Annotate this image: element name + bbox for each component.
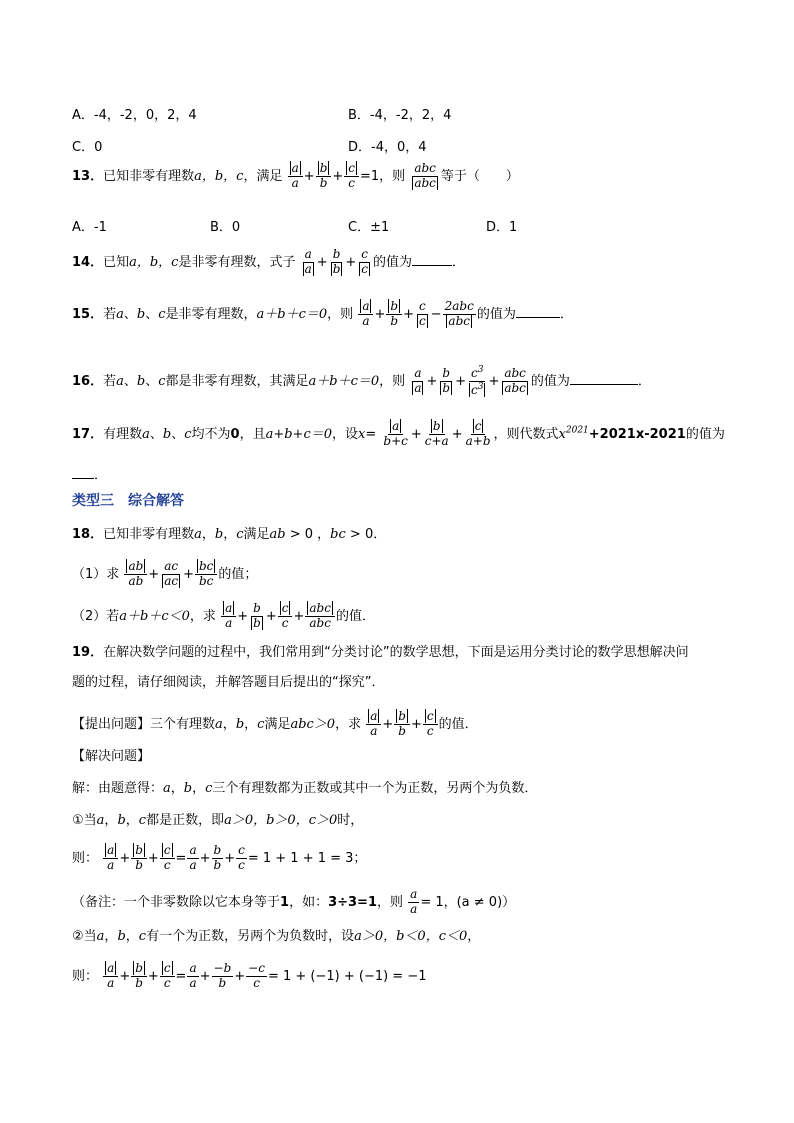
question-19-case-2-calc: 则： $\frac{a}{a}$ + $\frac{b}{b}$ + $\frac{c}{c}$ = $\frac{a}{a}$ + $\frac{-b}{b}$ + $\frac{-c}{c}$ = 1 + (−1) + (−1) = −1 [72,961,427,990]
fraction: $\frac{c}{c}$ [160,844,175,873]
q13-option-b: B．0 [210,220,241,235]
question-19-case-1-calc: 则： $\frac{a}{a}$ + $\frac{b}{b}$ + $\frac{c}{c}$ = $\frac{a}{a}$ + $\frac{b}{b}$ + $\frac{c}{c}$ = 1 + 1 + 1 = 3； [72,843,367,872]
answer-blank[interactable] [412,253,452,266]
fraction: $\frac{a}{b+c}$ [383,419,408,448]
answer-blank[interactable] [516,305,560,318]
q13-option-c: C．±1 [348,220,390,235]
question-19-case-1: ①当a，b，c都是正数，即a＞0，b＞0，c＞0时， [72,813,364,828]
question-17: 17．有理数a、b、c均不为0，且a+b+c＝0，设x= $\frac{a}{b+c}$ + $\frac{b}{c+a}$ + $\frac{c}{a+b}$ ，则代数式$x^{2021}+2021x-2021$的值为 [72,419,725,448]
fraction: $\frac{a}{a}$ [304,247,312,276]
fraction: $\frac{\text{abc}}{\text{abc}}$ [414,161,436,190]
fraction: $\frac{a}{a}$ [103,962,118,991]
fraction: $\frac{a}{a}$ [414,366,422,395]
fraction: $\frac{c}{c}$ [423,710,438,739]
fraction: $\frac{c}{c}$ [344,162,359,191]
fraction: $\frac{c}{a+b}$ [465,419,491,448]
fraction: $\frac{a}{a}$ [221,602,236,631]
fraction: $\frac{b}{c+a}$ [424,419,449,448]
fraction: $\frac{bc}{bc}$ [195,560,217,589]
fraction: $\frac{b}{b}$ [332,247,341,276]
question-18: 18．已知非零有理数a，b，c满足ab > 0 ，bc > 0． [72,527,387,542]
question-19-solution: 解：由题意得：a，b，c三个有理数都为正数或其中一个为正数，另两个为负数． [72,781,538,796]
q13-option-d: D．1 [486,220,518,235]
q12-option-d: D．-4，0，4 [348,140,427,155]
question-18-part-1: （1）求 $\frac{ab}{ab}$ + $\frac{ac}{ac}$ + $\frac{bc}{bc}$ 的值； [72,559,258,588]
question-19-case-2: ②当a，b，c有一个为正数，另两个为负数时，设a＞0，b＜0，c＜0， [72,929,481,944]
answer-blank[interactable] [72,466,94,479]
fraction: $\frac{c}{c}$ [278,602,293,631]
question-17-blank-line: ． [72,466,107,482]
fraction: $\frac{c}{c}$ [361,247,369,276]
fraction: $\frac{c^3}{c^3}$ [470,365,484,397]
question-19-line-2: 题的过程，请仔细阅读，并解答题目后提出的“探究”． [72,675,385,690]
fraction: $\frac{c}{c}$ [160,962,175,991]
fraction: $\frac{a}{a}$ [189,961,197,990]
fraction: $\frac{a}{a}$ [410,887,418,916]
q12-option-a: A．-4，-2，0，2，4 [72,108,197,123]
fraction: $\frac{\text{abc}}{\text{abc}}$ [504,366,526,395]
fraction: $\frac{\text{abc}}{\text{abc}}$ [305,602,335,631]
question-15: 15．若a、b、c是非零有理数，a＋b＋c＝0，则 $\frac{a}{a}$ + $\frac{b}{b}$ + $\frac{c}{c}$ − $\frac{\text{2abc}}{\text{abc}}$ 的值为 ． [72,299,573,328]
question-19-pose: 【提出问题】三个有理数a，b，c满足abc＞0，求 $\frac{a}{a}$ + $\frac{b}{b}$ + $\frac{c}{c}$ 的值． [72,709,478,738]
fraction: $\frac{b}{b}$ [131,844,147,873]
fraction: $\frac{ab}{ab}$ [124,560,147,589]
fraction: $\frac{b}{b}$ [386,300,402,329]
question-16: 16．若a、b、c都是非零有理数，其满足a＋b＋c＝0，则 $\frac{a}{a}$ + $\frac{b}{b}$ + $\frac{c^3}{c^3}$ + $\frac{\text{abc}}{\text{abc}}$ 的值为 ． [72,365,651,397]
fraction: $\frac{a}{a}$ [103,844,118,873]
question-19-note: （备注：一个非零数除以它本身等于1，如：3÷3=1，则 $\frac{a}{a}$ = 1，(a ≠ 0)） [72,887,516,916]
fraction: $\frac{c}{c}$ [418,299,426,328]
question-18-part-2: （2）若a＋b＋c＜0，求 $\frac{a}{a}$ + $\frac{b}{b}$ + $\frac{c}{c}$ + $\frac{\text{abc}}{\text{abc}}$ 的值． [72,601,375,630]
q12-option-c: C．0 [72,140,103,155]
fraction: $\frac{a}{a}$ [189,843,197,872]
fraction: $\frac{b}{b}$ [253,601,261,630]
fraction: $\frac{b}{b}$ [316,162,332,191]
fraction: $\frac{a}{a}$ [366,710,381,739]
fraction: $\frac{b}{b}$ [442,366,451,395]
fraction: $\frac{\text{2abc}}{\text{abc}}$ [444,299,474,328]
fraction: $\frac{a}{a}$ [288,162,303,191]
question-19: 19．在解决数学问题的过程中，我们常用到“分类讨论”的数学思想，下面是运用分类讨论的数学思想解决问 [72,645,689,660]
section-title: 类型三 综合解答 [72,493,184,509]
fraction: $\frac{-c}{c}$ [248,961,265,990]
fraction: $\frac{ac}{ac}$ [164,559,179,588]
fraction: $\frac{-b}{b}$ [213,961,232,990]
fraction: $\frac{b}{b}$ [131,962,147,991]
fraction: $\frac{b}{b}$ [394,710,410,739]
question-14: 14．已知a，b，c是非零有理数，式子 $\frac{a}{a}$ + $\frac{b}{b}$ + $\frac{c}{c}$ 的值为 ． [72,247,466,276]
fraction: $\frac{a}{a}$ [358,300,373,329]
q12-option-b: B．-4，-2，2，4 [348,108,452,123]
fraction: $\frac{b}{b}$ [213,843,222,872]
question-19-solve-label: 【解决问题】 [72,749,151,764]
q13-option-a: A．-1 [72,220,107,235]
question-13: 13．已知非零有理数a，b，c，满足 $\frac{a}{a}$ + $\frac{b}{b}$ + $\frac{c}{c}$ =1，则 $\frac{\text{abc}}{\text{abc}}$ 等于（ ） [72,161,519,190]
answer-blank[interactable] [570,372,638,385]
fraction: $\frac{c}{c}$ [238,843,245,872]
